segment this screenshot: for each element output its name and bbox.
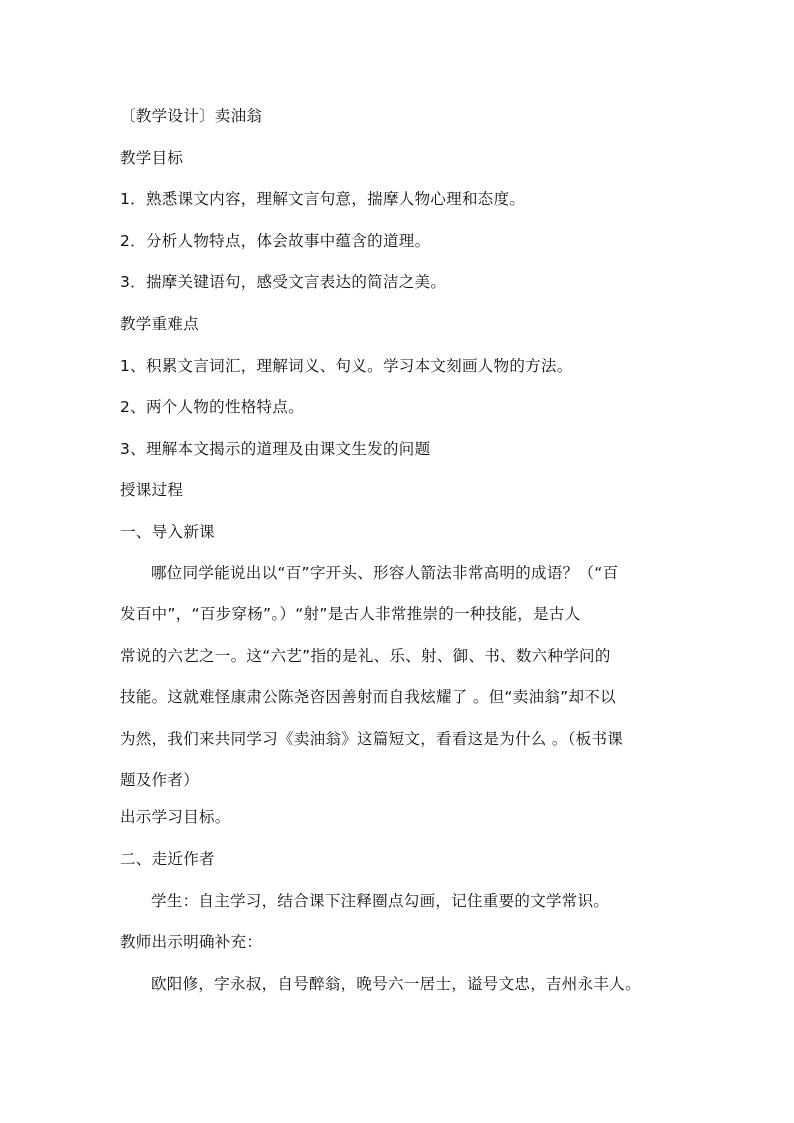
student-instruction: 学生：自主学习，结合课下注释圈点勾画，记住重要的文学常识。 — [151, 891, 610, 910]
paragraph-line: 为然，我们来共同学习《卖油翁》这篇短文，看看这是为什么 。（板书课 — [120, 729, 624, 748]
process-heading: 授课过程 — [120, 481, 184, 500]
show-objectives: 出示学习目标。 — [120, 808, 231, 827]
part1-heading: 一、导入新课 — [120, 522, 215, 541]
document-body — [120, 104, 690, 1013]
objective-item: 1．熟悉课文内容，理解文言句意，揣摩人物心理和态度。 — [120, 190, 526, 209]
difficulty-item: 1、积累文言词汇，理解词义、句义。学习本文刻画人物的方法。 — [120, 356, 573, 375]
paragraph-line: 哪位同学能说出以“百”字开头、形容人箭法非常高明的成语？（“百 — [151, 563, 619, 582]
objective-item: 3．揣摩关键语句，感受文言表达的简洁之美。 — [120, 273, 447, 292]
paragraph-line: 常说的六艺之一。这“六艺”指的是礼、乐、射、御、书、数六种学问的 — [120, 646, 611, 665]
teacher-instruction: 教师出示明确补充： — [120, 933, 263, 952]
part1-paragraph — [120, 553, 690, 801]
paragraph-line: 发百中”，“百步穿杨”。）“射”是古人非常推崇的一种技能，是古人 — [120, 605, 581, 624]
difficulties-heading: 教学重难点 — [120, 314, 200, 333]
paragraph-line: 技能。这就难怪康肃公陈尧咨因善射而自我炫耀了 。但“卖油翁”却不以 — [120, 688, 616, 707]
difficulty-item: 2、两个人物的性格特点。 — [120, 398, 304, 417]
paragraph-line: 题及作者） — [120, 770, 200, 789]
part2-heading: 二、走近作者 — [120, 849, 215, 868]
difficulty-item: 3、理解本文揭示的道理及由课文生发的问题 — [120, 439, 431, 458]
objectives-heading: 教学目标 — [120, 148, 184, 167]
author-info: 欧阳修，字永叔，自号醉翁，晚号六一居士，谥号文忠，吉州永丰人。 — [151, 974, 641, 993]
objective-item: 2．分析人物特点，体会故事中蕴含的道理。 — [120, 231, 431, 250]
document-title: 〔教学设计〕卖油翁 — [120, 107, 263, 125]
